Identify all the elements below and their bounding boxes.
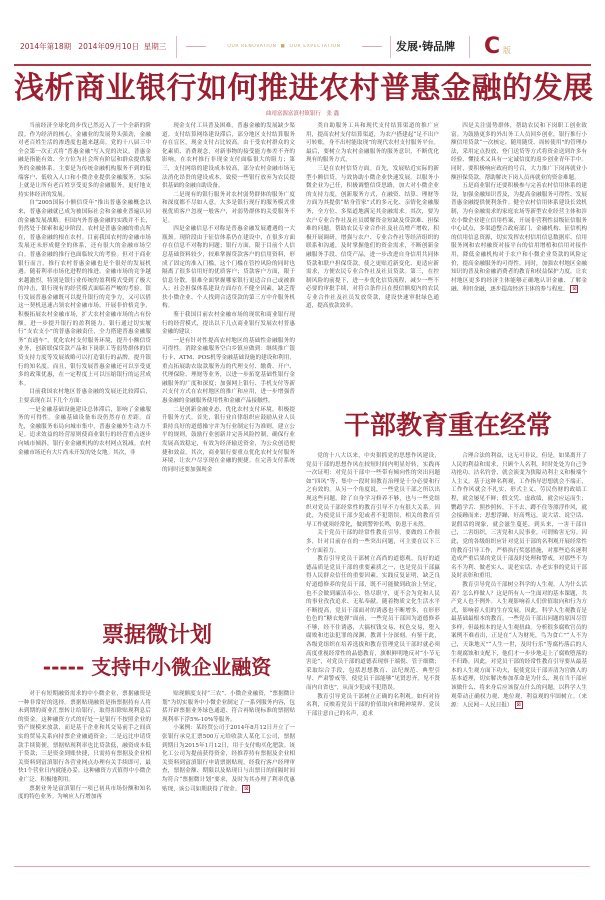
paragraph: 当前经济全球化的步伐已然迈入了一个全新的阶段。作为经济的核心，金融业的发展势头强劲，金融对老百姓生活的渗透度也越来越高。党的十八届三中全会第一次正式将“普惠金融”写入党的决议。普惠金融是指能有效、全方位为社会所有阶层和群众提供服务的金融体系。主要是为传统金融机构服务不到的低端客户、低收入人口和小微企业提供金融服务。实际上就是让所有老百姓享受更多的金融服务，更好地支持实体经济的发展。 (18, 123, 151, 198)
article-1-title: 浅析商业银行如何推进农村普惠金融的发展 (14, 71, 594, 106)
paragraph: 党的十八大以来，中央狠抓党的思想作风建设，党员干部的思想作风在较短时间内明显好转，实践再一次证明：对党员干部中一些带有倾向性的突出问题如“四风”等，集中一段时间教育治理是十分必要和行之有效的。从另一个角度说，一些党员干部之所以出现这些问题，除了自身学习修养不够，也与一些党组织对党员干部经常性的教育引导不力有很大关系。因此，为使党员干部少犯或者不犯错误，相关的教育引导工作就须经常化，做到警钟长鸣，防患于未然。 (306, 453, 440, 528)
article-1-column-4 (451, 122, 587, 398)
weekday: 星期三 (143, 42, 167, 51)
paragraph: 贴现额度支持“三农”、小微企业融资，“票据微计划”为切实服务中小微企业制定了一系列服务内容，包括开辟票据业务绿色通道、符合再贴现标准的票据贴现利率下浮5%-10%等服务。 (162, 691, 295, 723)
article-1-byline: 曲靖富源富滇村镇银行 张 鑫 (265, 111, 340, 117)
paragraph: 合理合法的利益，这无可非议，但是，如果离开了人民的利益和需求，只顾个人名利，时时处处为自己争功抢功、沽名钓誉，就会演变为狭隘功利主义和极端个人主义。基于这种名利观，工作指导思想就会不端正，工作作风就会不扎实，形式主义、劳民伤财的政绩工程，就会屡见不鲜；假文凭、虚政绩，就会应运而生；鹦鹉学舌、照抄照转，下不去、蹲不住等漂浮作风，就会接踵而来；思想浮躁，好高骛远，说大话、说空话、说假话的现象，就会滋生蔓延，到头来，一害干部自己，二害组织，三害党和人民事业，可谓贻害无穷。因此，党的各级组织应针对党员干部的名利观开展经常性的教育引导工作，严格执行奖惩措施，对那些追名逐利造成严重后果的党员干部及时处理和警戒，对那些不为名不为利、做老实人、说老实话、办老实事的党员干部及时表彰和重用。 (451, 453, 587, 580)
issue-number: 2014年第18期 (20, 42, 72, 51)
section-name: 发展·铸品牌 (396, 40, 456, 53)
slogan-right: OUR EXPECTATION (289, 44, 341, 49)
paragraph: 鉴于我国目前农村金融市场的现状和商业银行现行的经营模式，提出以下几点商业银行发展农村普惠金融的建议： (162, 312, 295, 336)
divider (390, 36, 391, 58)
article-2-column-1 (306, 452, 440, 858)
paragraph: 教育引导党员干部树立正确的名利观。如何对待名利，反映着党员干部的价值取向和精神境界。党员干部注意自己的名声，追求 (306, 693, 440, 717)
end-mark-icon: ⊠ (572, 286, 577, 293)
article-3-column-1 (18, 690, 151, 858)
paragraph: 对于有短期融资需求的中小微企业，票据融资是一种非常好的选择。票据贴现融资是指票据持有人将未到期的商业汇票转让给银行，取得扣除贴现利息后的资金。这种融资方式的好处一是银行不按照企业的资产规模来放款，而是基于企业和其交易前手之间真实的贸易关系向持票企业融通资金；二是远比申请贷款手续简便，票据贴现利率也比贷款低，融资成本低于贷款；三是资金到账快捷，只需持有票据及企业相关资料到富滇银行各营业网点办理有关手续即可，最快1个营业日内就能办妥。这种融资方式值得中小微企业广泛、积极地利用。 (18, 691, 151, 783)
paragraph: 四是金融信息不对称是普惠金融发展遭遇的一大瓶颈。现阶段由于征信体系仍在建设中，在很多方面存在信息不对称的问题；银行方面，限于目前个人信息基础资料较少，较难掌握贷款客户的信用资料，形成了固定的准入门槛，这个门槛在管控风险的同时也隔离了很多信用好的优质客户；贷款客户方面，限于信息分散，很难全面掌握哪家银行更适合自己或被准入；社会担保体系建设方面存在不健全因素，缺乏帮扶小微企业、个人找到合适贷款的第三方中介服务机构。 (162, 226, 295, 310)
bottom-rule (14, 866, 300, 867)
edition-suffix: 版 (503, 46, 511, 55)
paragraph: 一是金融基础设施建设总体滞后，影响了金融服务的可得性。金融基础设备布设仍然存在差距。首先，金融服务布局向城市集中，普惠金融外生动力不足。追求效益的经营原则使商业银行的经营重点逐步向城市倾斜，银行业金融机构的农村网点锐减。农村金融市场还有大片尚未开发的处女地。其次，非 (18, 406, 151, 456)
paragraph: 票据业务是富滇银行一项已初具市场份额和知名度的特色业务。为响应人行增加再 (18, 785, 151, 801)
masthead (14, 36, 590, 60)
slogan-left: OUR RENOVATION (227, 44, 277, 49)
article-1-column-3 (306, 122, 439, 398)
paragraph: 目前我国农村地区普惠金融的发展还比较滞后，主要表现在以下几个方面： (18, 389, 151, 404)
paragraph: 一是有针对性提高农村地区的基础性金融服务的可得性。消除金融服务空白乡镇应做到：继续推广银行卡、ATM、POS机等金融基础设施的建设和利用，重点拓展助农取款服务点的代理支付、缴费、开户、代理保险、理财等业务，以进一步拓宽基础性银行金融服务的广度和深度；加强网上银行、手机支付等新兴支付方式在农村地区的推广和应用，进一步增强普惠金融的金融服务使用性和金融产品接触性。 (162, 337, 295, 404)
paragraph: 五是商业银行还要积极参与完善农村信用体系的建设，加强金融知识普及，为提高金融服务可得性、发展普惠金融提供便利条件。健全农村信用体系建设长效机制，为有金融需求的家庭农场等新型农业经营主体和涉农小微企业建立信用档案，开展非营利性县级征信服务中心试点，多渠道整合政府部门、金融机构、征信机构的信用信息资源，切实发挥农村信用信息数据库、信用服务网和农村融资对接平台的信用增植和信用对接作用，降低金融机构对于农户和小微企业贷款的风险定价，提高金融服务的可得性。同时，加强农村地区金融知识的普及和金融消费者的教育和权益保护力度，让农村地区更多的经济主体能够正确地认识金融、了解金融、利用金融，逐步提高经济主体的参与程度。 ⊠ (451, 183, 587, 293)
article-3-subtitle: ----- 支持中小微企业融资 (42, 655, 272, 679)
article-1-column-1 (18, 122, 151, 612)
paragraph: 三是在农村信贷方面。首先，发展贴近实际的新型小额信贷，与效协助小微企业快速发展。以服务小微企业为己任，积极调整信贷思路，加大对小微企业的支持力度，创新服务方式，在融资、结算、理财等方面为其提供“贴身管家”式的多元化、亲情化金融服务，全方位、多渠道地满足其金融需求。其次，要为农户专业合作社及社员缓解资金短缺及贷款难、担保难的问题，帮助农民专业合作社及社员增产增收，积极开展调研，增强与农户、专业合作社等经济组织的联系和沟通，及时掌握他们的资金需求，不断创新金融服务手段、信贷产品，进一步改进自身信用共同体贷款和联户担保贷款，使之更贴近新变化、更适应新需求，方便农民专业合作社及社员贷款。第三，在控制风险的前提下，进一步优化信贷流程，减少一些不必要的审批手续，对符合条件且在授信额度内的农民专业合作社及社员发放贷款，建设快速审批绿色通道，提高放款效率。 (306, 165, 439, 310)
paragraph: 自“2005国际小额信贷年”推出普惠金融概念以来，普惠金融就已成为被国际社会和金融业普遍认同的金融发展战略。但国内外普惠金融的实践并不长，仍然处于探索和起步阶段。农村是普惠金融的重点所在，普惠金融的根在农村。目前我国农村的金融市场发展还未形成健全的体系，还有很大的金融市场空白。普惠金融的推行也面临较大的考验。但对于商业银行而言，推行农村普惠金融也是个很好的发展机遇。随着利率市场化进程的推进，金融市场的竞争越来越激烈，特别是银行业传统的盈利模式受到了极大的冲击，银行现有的经营模式面临着严峻的考验。银行发展普惠金融既可以提升银行的竞争力，又可以借这一契机迅速占领农村金融市场，开展非价格竞争，积极拓展农村金融市场，扩大农村金融市场的占有份额，进一步提升银行的盈利能力。银行通过切实履行“支农支小”的普惠金融责任，全力搭建普惠金融服务“直通车”，优化农村支付服务环境，提升小额信贷业务，创新联保贷款产品和下岗职工等弱势群体的信贷支持力度等发展战略可以打造银行的品牌，提升银行的知名度。而且，银行发展普惠金融还可以享受更多的政策优惠，在一定程度上可以压缩银行的运营成本。 (18, 200, 151, 387)
article-2-column-2 (451, 452, 587, 858)
bottom-rule (300, 866, 590, 867)
divider (186, 46, 206, 47)
top-rule (14, 64, 591, 66)
paragraph: 小案例：某经贸公司于2014年8月12日开立了一张银行承兑汇票500万元给收款人某化工公司，票据到期日为2015年1月12日，用于支付购买化肥款。该化工公司为提前获得资金，经推荐持有票据及企业相关资料到富滇银行申请票据贴现，经我行客户经理审查，票据金额、期限以及贴现日与出票日的间隔时间均符合“票据微计划”要求，及时为其办理了利率优惠贴现，该公司如期获得了资金。 ⊠ (162, 725, 295, 793)
divider (176, 36, 177, 58)
publication-date: 2014年09月10日 (78, 42, 139, 51)
article-3-column-2 (162, 690, 295, 858)
issue-date (20, 42, 166, 52)
paragraph: 现金支付工具普及困难，普惠金融的发展缺少渠道。支付结算网络建设滞后，部分地区支付结算服务存在盲区，现金支付占比较高。由于受农村群众的文化素质、消费观念，对新事物的接受能力参差不齐的影响，在农村推行非现金支付面临很大的阻力；第三，支付网络的建设成本较高，部分农村金融市场无法消化昂贵的建设成本，致使一些银行放弃为农民提供基础的金融自助设备。 (162, 123, 295, 190)
paragraph: 教育引导党员干部树立科学的人生观。人为什么活着？怎么样做人？这是所有人一生面对的基本课题，共产党人也不例外。人生观影响着人们价值取向和行为方式，影响着人们的生存发展。因此，科学人生观教育是最基础最根本的教育。一些党员干部出问题的原因尽管多样，但最根本的是人生观扭曲。分析很多腐败官员的案例不难看出，正是在“人为财死，鸟为食亡”“人不为己，天诛地灭”“人生一世，及时行乐”等腐朽落后的人生观腐蚀和支配下，他们才一步步地走上了腐败堕落的不归路。因此，对党员干部的经常性教育引导要从最基本的人生观方面下功夫，促使党员干部弄清为官做人的基本道理，切实解决参加革命是为什么、现在当干部应该做什么、将来身后应该留点什么的问题，以科学人生观带动正确权力观、地位观、利益观的牢固树立。（来源：人民网－人民日报） ⊠ (451, 581, 587, 709)
paragraph: 类自助服务工具和现代支付结算渠道的推广应用，提高农村支付结算渠道，为农户搭建起“足不出户可转账，身不出村能取现”的现代农村支付服务平台。最后，要树立为农村金融服务的服务意识，不断优化现有的服务方式。 (306, 123, 439, 164)
article-3-title: 票据微计划 (101, 623, 212, 648)
divider (469, 36, 470, 58)
paragraph: 四是关注弱势群体，帮助农民和下岗职工创业致富。为鼓励更多的外出务工人员回乡创业，银行推行小额信用贷款“一次核定、随用随贷、周转使用”的管理办法，采用定点投放、登门送贷等方式将资金送到许多有经验、懂技术又具有一定诚信度的返乡创业青年手中。同时，要积极响应政府的号召，大力推广下岗再就业小额担保贷款，帮助解决下岗人员再就业的资金难题。 (451, 123, 587, 181)
paragraph: 二是创新金融业态，优化农村支付环境，积极提升服务方式。首先，银行业自律组织应鼓励从业人员秉持良好的道德操守并为行业制定行为准则，建立公平的规则，鼓励行业创新并完善风险控制，确保行业发展高效稳定，有效为经济输送资金，为公众创造便捷和效益。其次，商业银行要重点优化农村支付服务环境，让农户尽享现在金融的便捷。在完善支付系统的同时还要加强现金 (162, 406, 295, 473)
end-mark-icon: ⊠ (516, 702, 521, 709)
end-mark-icon: ⊠ (244, 785, 249, 792)
divider (362, 46, 382, 47)
article-2-title: 干部教育重在经常 (343, 411, 552, 441)
edition-letter: C (484, 34, 501, 59)
slogan: OUR RENOVATION ■ OUR EXPECTATION (227, 44, 341, 49)
article-1-column-2 (162, 122, 295, 612)
paragraph: 二是现有的银行服务对农村弱势群体的服务广度和深度都不尽如人意。大多是银行现行的服务模式重视优质客户忽视一般客户，对弱势群体的关爱服务不足。 (162, 191, 295, 224)
paragraph: 教育引导党员干部树立高尚的道德观。良好的道德品质是党员干部的重要素质之一，也是党员干部赢得人民群众信任的重要因素。实践反复证明，缺乏良好道德修养的党员干部，既不可能做到政治上坚定，也不会做到廉洁奉公、恪尽职守，更不会为党和人民的事业孜孜追求、无私奉献。随着物质文化生活水平不断提高，党员干部面对的诱惑也不断增多，在形形色色的“糖衣炮弹”面前，一些党员干部因为道德修养不够，经不住诱惑，大搞权钱交易、权色交易，堕入腐败和违法犯罪的深渊，教训十分深刻。有鉴于此，各级党组织在培养选拔和教育管理党员干部时就必须高度重视经常性的品德教育，旗帜鲜明地反对“小节无害论”，对党员干部的道德表现察于端倪、管于细微；采取综合手段，包括思想教育、法纪规范、典型引导、严肃警戒等，使党员干部能够“见贤思齐，见不贤而内自省也”，从而少犯或不犯错误。 (306, 556, 440, 692)
paragraph: 关于党员干部的经常性教育引导，要做的工作很多，针对目前存在的一些突出问题，可主要在以下三个方面着力。 (306, 530, 440, 554)
